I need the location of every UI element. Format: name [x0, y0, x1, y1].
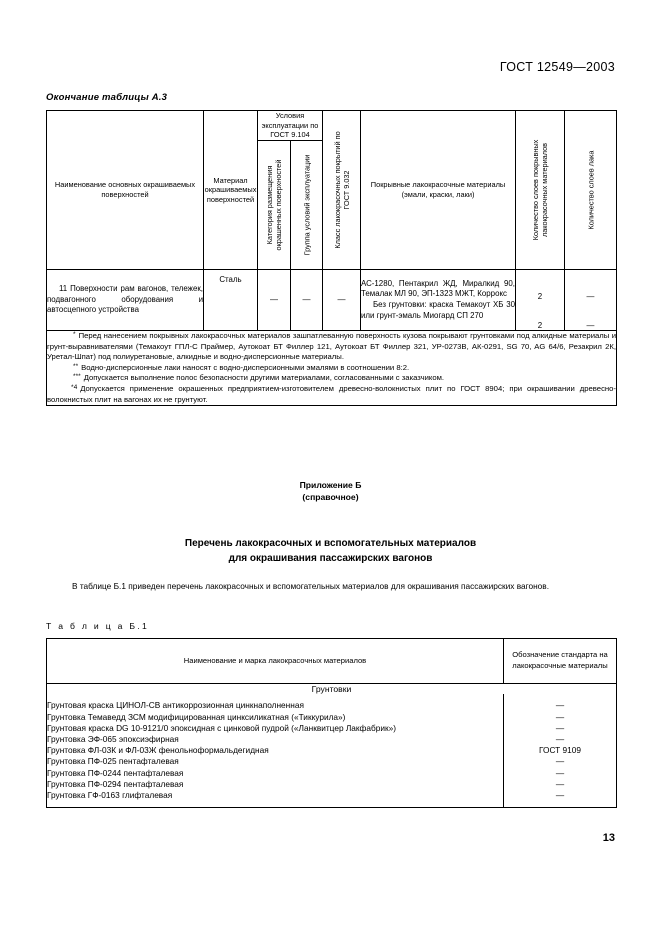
material-name: Грунтовка ПФ-0294 пентафталевая — [47, 779, 504, 790]
table-b1-tail-row — [47, 801, 617, 808]
note-item — [47, 384, 616, 405]
header-conditions-group-label: Группа условий эксплуатации — [301, 154, 311, 256]
tail-cell — [504, 801, 617, 808]
note-item — [47, 363, 616, 373]
note-mark: *** — [73, 373, 81, 381]
list-item — [47, 768, 617, 779]
header-layers-count-label: Количество слоев покрывных лакокрасочных материалов — [530, 139, 549, 241]
material-standard: — — [504, 756, 617, 767]
header-placement-category-label: Категория размещения окрашенных поверхностей — [264, 159, 283, 251]
material-name: Грунтовая краска ЦИНОЛ-СВ антикоррозионная цинкнаполненная — [47, 700, 504, 711]
header-coating-materials: Покрывные лакокрасочные материалы (эмали, краски, лаки) — [361, 111, 516, 270]
appendix-kind: (справочное) — [302, 492, 359, 503]
cell-material: Сталь — [204, 269, 258, 330]
table-b1 — [46, 638, 617, 808]
list-item — [47, 756, 617, 767]
list-item — [47, 790, 617, 801]
list-item — [47, 745, 617, 756]
table-a3-container — [46, 110, 616, 406]
header-varnish-layers-count-label: Количество слоев лака — [585, 150, 595, 230]
list-item — [47, 723, 617, 734]
material-standard: ГОСТ 9109 — [504, 745, 617, 756]
material-name: Грунтовка ФЛ-03К и ФЛ-03Ж фенольноформальдегидная — [47, 745, 504, 756]
note-mark: ** — [73, 362, 79, 370]
material-name: Грунтовка ЭФ-065 эпоксиэфирная — [47, 734, 504, 745]
appendix-heading — [0, 479, 661, 503]
list-item — [47, 712, 617, 723]
header-placement-category — [258, 140, 291, 269]
material-standard: — — [504, 790, 617, 801]
appendix-label: Приложение Б — [299, 480, 362, 490]
material-name: Грунтовка ПФ-0244 пентафталевая — [47, 768, 504, 779]
table-row — [47, 269, 617, 330]
table-a3-notes — [47, 331, 617, 406]
appendix-intro-text: В таблице Б.1 приведен перечень лакокрасочных и вспомогательных материалов для окрашивания пассажирских вагонов. — [72, 581, 550, 591]
layers-count-2: 2 — [537, 320, 543, 330]
appendix-title-line-1: Перечень лакокрасочных и вспомогательных материалов — [184, 538, 477, 549]
table-a3-caption: Окончание таблицы А.3 — [46, 92, 168, 103]
table-b1-container — [46, 638, 616, 808]
appendix-intro-paragraph — [46, 581, 616, 593]
material-standard: — — [504, 723, 617, 734]
table-b1-header-row — [47, 639, 617, 684]
header-varnish-layers-count — [565, 111, 617, 270]
cell-placement-category: — — [258, 269, 291, 330]
table-a3-notes-row — [47, 331, 617, 406]
list-item — [47, 700, 617, 711]
standard-header: ГОСТ 12549—2003 — [499, 60, 615, 74]
material-name: Грунтовка ГФ-0163 глифталевая — [47, 790, 504, 801]
material-standard: — — [504, 734, 617, 745]
section-title-primers: Грунтовки — [47, 684, 617, 695]
table-a3 — [46, 110, 617, 406]
material-standard: — — [504, 712, 617, 723]
header-layers-count — [516, 111, 565, 270]
note-item — [47, 373, 616, 383]
note-item — [47, 331, 616, 362]
list-item — [47, 779, 617, 790]
varnish-layers-1: — — [586, 291, 595, 301]
header-coating-class-label: Класс лакокрасочных покрытий по ГОСТ 9.032 — [332, 131, 351, 249]
note-text: Перед нанесением покрывных лакокрасочных материалов зашпатлеванную поверхность кузова покрывают грунтовками под алкидные материалы и грунт-выравнивателями (Темакоут ГПЛ-С Праймер, Аутокоат БТ Филлер 121, Аутокоат БТ Филлер 321, УР-0273В, АК-0291, SG 70, AG 64/6, Резакрил 2К, Уретал-Шпат) под полиуретановые, алкидные и водно-дисперсионные материалы. — [47, 331, 616, 361]
material-name: Грунтовая краска DG 10-9121/0 эпоксидная с цинковой пудрой («Ланквитцер Лакфабрик») — [47, 723, 504, 734]
header-surface-material: Материал окрашиваемых поверхностей — [204, 111, 258, 270]
layers-count-1: 2 — [537, 291, 543, 301]
tail-cell — [47, 801, 504, 808]
page-number: 13 — [602, 832, 615, 844]
list-item — [47, 734, 617, 745]
header-material-name: Наименование и марка лакокрасочных материалов — [47, 639, 504, 684]
table-a3-header-row-1 — [47, 111, 617, 141]
header-conditions-group — [291, 140, 323, 269]
material-standard: — — [504, 779, 617, 790]
note-mark: *4 — [71, 384, 78, 392]
cell-surface-name: 11 Поверхности рам вагонов, тележек, подвагонного оборудования и автосцепного устройства — [47, 269, 204, 330]
varnish-layers-2: — — [586, 320, 595, 330]
header-material-standard: Обозначение стандарта на лакокрасочные материалы — [504, 639, 617, 684]
cell-coating-class: — — [323, 269, 361, 330]
cell-coating-materials — [361, 269, 516, 330]
cell-layers-count — [516, 269, 565, 330]
appendix-title — [0, 536, 661, 566]
header-operating-conditions-group: Условия эксплуатации по ГОСТ 9.104 — [258, 111, 323, 141]
header-surface-name: Наименование основных окрашиваемых поверхностей — [47, 111, 204, 270]
material-standard: — — [504, 768, 617, 779]
cell-varnish-layers — [565, 269, 617, 330]
material-standard: — — [504, 700, 617, 711]
note-mark: * — [73, 331, 76, 339]
material-name: Грунтовка ПФ-025 пентафталевая — [47, 756, 504, 767]
coating-materials-line-1: АС-1280, Пентакрил ЖД, Миралкид 90, Темалак МЛ 90, ЭП-1323 МЖТ, Коррокс — [361, 278, 515, 299]
note-text: Допускается применение окрашенных предприятием-изготовителем древесно-волокнистых плит по ГОСТ 8904; при окрашивании древесно-волокнистых плит на вагонах их не грунтуют. — [47, 384, 616, 404]
table-b1-caption: Т а б л и ц а Б.1 — [46, 621, 150, 631]
appendix-title-line-2: для окрашивания пассажирских вагонов — [228, 553, 433, 564]
header-coating-class — [323, 111, 361, 270]
material-name: Грунтовка Темаведд ЗСМ модифицированная цинксиликатная («Тиккурила») — [47, 712, 504, 723]
cell-conditions-group: — — [291, 269, 323, 330]
note-text: Водно-дисперсионные лаки наносят с водно-дисперсионными эмалями в соотношении 8:2. — [81, 362, 410, 372]
coating-materials-line-2: Без грунтовки: краска Темакоут ХБ 30 или грунт-эмаль Миогард СП 270 — [361, 300, 515, 320]
note-text: Допускается выполнение полос безопасности другими материалами, согласованными с заказчиком. — [83, 373, 445, 383]
table-b1-section-row — [47, 684, 617, 695]
